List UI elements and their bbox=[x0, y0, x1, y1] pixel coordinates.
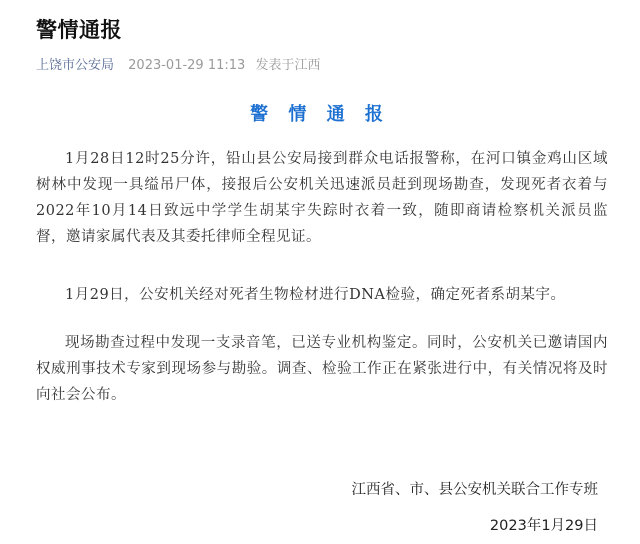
page-title: 警情通报 bbox=[36, 18, 122, 42]
publish-location: 发表于江西 bbox=[255, 58, 321, 73]
article-heading: 警 情 通 报 bbox=[250, 104, 390, 125]
article-paragraph-2: 1月29日，公安机关经对死者生物检材进行DNA检验，确定死者系胡某宇。 bbox=[65, 287, 566, 303]
account-name-link[interactable]: 上饶市公安局 bbox=[36, 58, 115, 73]
signature-date: 2023年1月29日 bbox=[489, 518, 598, 534]
article-paragraph-3: 现场勘查过程中发现一支录音笔，已送专业机构鉴定。同时，公安机关已邀请国内权威刑事技术专家到现场参与勘验。调查、检验工作正在紧张进行中，有关情况将及时向社会公布。 bbox=[36, 335, 608, 403]
article-paragraph-1: 1月28日12时25分许，铅山县公安局接到群众电话报警称，在河口镇金鸡山区域树林中发现一具缢吊尸体，接报后公安机关迅速派员赶到现场勘查，发现死者衣着与2022年10月14日致远中学学生胡某宇失踪时衣着一致，随即商请检察机关派员监督，邀请家属代表及其委托律师全程见证。 bbox=[36, 151, 608, 245]
article-signature: 江西省、市、县公安机关联合工作专班 bbox=[351, 482, 598, 498]
article-meta bbox=[36, 54, 320, 73]
publish-time: 2023-01-29 11:13 bbox=[128, 58, 246, 73]
